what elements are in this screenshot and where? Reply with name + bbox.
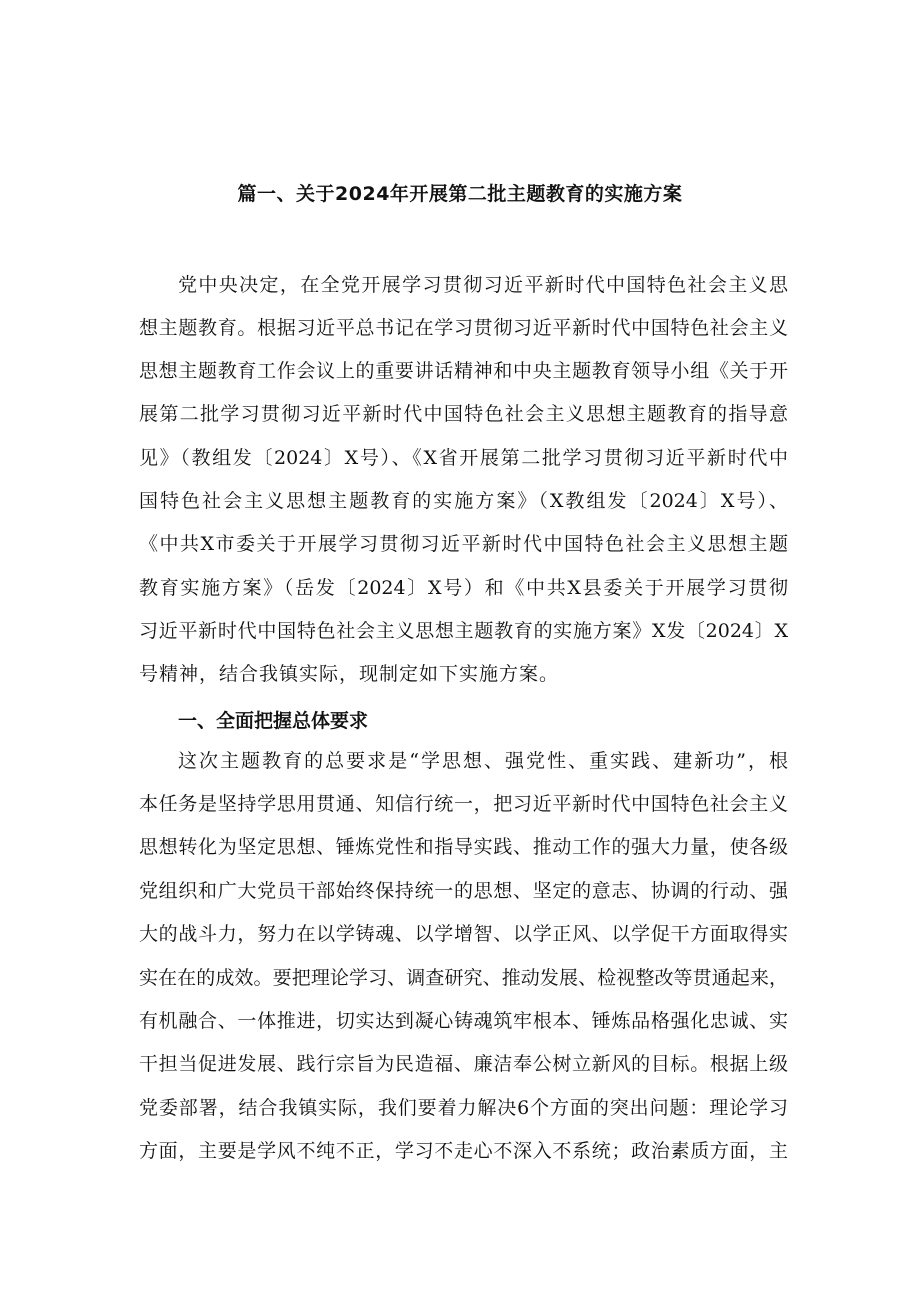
paragraph-2-line: 党委部署，结合我镇实际，我们要着力解决6个方面的突出问题：理论学习 <box>139 1097 788 1119</box>
paragraph-1-line: 见》（教组发〔2024〕X号）、《X省开展第二批学习贯彻习近平新时代中 <box>139 447 788 469</box>
paragraph-2-line: 这次主题教育的总要求是“学思想、强党性、重实践、建新功”，根 <box>178 750 788 772</box>
section-heading: 一、全面把握总体要求 <box>178 710 369 732</box>
paragraph-1-line: 号精神，结合我镇实际，现制定如下实施方案。 <box>139 663 560 685</box>
paragraph-1-line: 习近平新时代中国特色社会主义思想主题教育的实施方案》X发〔2024〕X <box>139 620 788 642</box>
paragraph-2-line: 方面，主要是学风不纯不正，学习不走心不深入不系统；政治素质方面，主 <box>139 1140 788 1162</box>
document-title: 篇一、关于2024年开展第二批主题教育的实施方案 <box>237 183 683 205</box>
paragraph-1-line: 党中央决定，在全党开展学习贯彻习近平新时代中国特色社会主义思 <box>178 274 788 296</box>
paragraph-2-line: 实在在的成效。要把理论学习、调查研究、推动发展、检视整改等贯通起来， <box>139 967 788 989</box>
paragraph-2-line: 本任务是坚持学思用贯通、知信行统一，把习近平新时代中国特色社会主义 <box>139 793 788 815</box>
paragraph-1-line: 《中共X市委关于开展学习贯彻习近平新时代中国特色社会主义思想主题 <box>139 533 788 555</box>
paragraph-1-line: 思想主题教育工作会议上的重要讲话精神和中央主题教育领导小组《关于开 <box>139 360 788 382</box>
paragraph-1-line: 想主题教育。根据习近平总书记在学习贯彻习近平新时代中国特色社会主义 <box>139 317 788 339</box>
paragraph-1-line: 国特色社会主义思想主题教育的实施方案》（X教组发〔2024〕X号）、 <box>139 490 788 512</box>
paragraph-2-line: 党组织和广大党员干部始终保持统一的思想、坚定的意志、协调的行动、强 <box>139 880 788 902</box>
paragraph-1-line: 教育实施方案》（岳发〔2024〕X号）和《中共X县委关于开展学习贯彻 <box>139 577 788 599</box>
paragraph-2-line: 思想转化为坚定思想、锤炼党性和指导实践、推动工作的强大力量，使各级 <box>139 836 788 858</box>
paragraph-2-line: 干担当促进发展、践行宗旨为民造福、廉洁奉公树立新风的目标。根据上级 <box>139 1053 788 1075</box>
paragraph-2-line: 大的战斗力，努力在以学铸魂、以学增智、以学正风、以学促干方面取得实 <box>139 923 788 945</box>
paragraph-2-line: 有机融合、一体推进，切实达到凝心铸魂筑牢根本、锤炼品格强化忠诚、实 <box>139 1010 788 1032</box>
paragraph-1-line: 展第二批学习贯彻习近平新时代中国特色社会主义思想主题教育的指导意 <box>139 403 788 425</box>
